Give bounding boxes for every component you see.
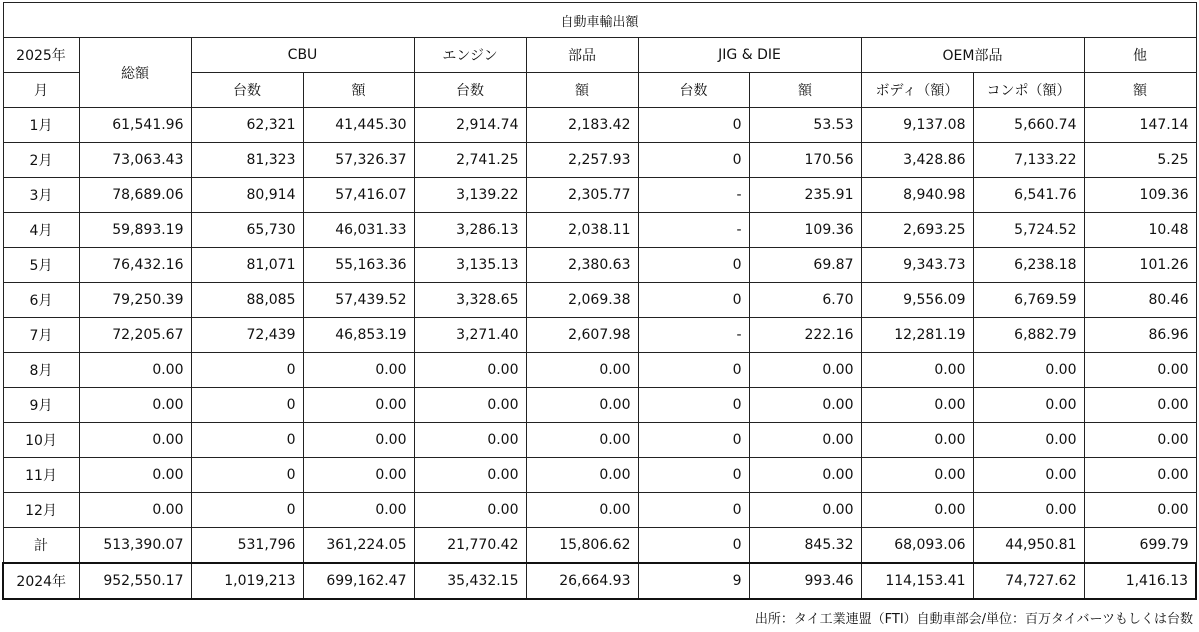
total-cell: 72,205.67 <box>79 318 191 353</box>
cbu-units-cell: 0 <box>191 458 303 493</box>
engine-units-cell: 3,139.22 <box>414 178 526 213</box>
auto-export-table <box>2 2 1197 600</box>
parts-header: 部品 <box>526 38 638 73</box>
cbu-amount-cell: 57,416.07 <box>303 178 414 213</box>
jig-units-cell: 0 <box>638 248 749 283</box>
engine-units-cell: 3,286.13 <box>414 213 526 248</box>
cbu-units-cell: 81,071 <box>191 248 303 283</box>
parts-amount-cell: 2,257.93 <box>526 143 638 178</box>
other-cell: 0.00 <box>1084 353 1196 388</box>
total-cell: 61,541.96 <box>79 108 191 143</box>
table-row <box>3 423 1196 458</box>
total-cell: 0.00 <box>79 493 191 528</box>
total-cell: 0.00 <box>79 353 191 388</box>
jig-amount-cell: 109.36 <box>749 213 861 248</box>
other-cell: 1,416.13 <box>1084 563 1196 599</box>
cbu-units-cell: 531,796 <box>191 528 303 564</box>
oem-body-cell: 0.00 <box>861 388 973 423</box>
other-cell: 10.48 <box>1084 213 1196 248</box>
parts-amount-cell: 2,183.42 <box>526 108 638 143</box>
engine-units-cell: 21,770.42 <box>414 528 526 564</box>
engine-header: エンジン <box>414 38 526 73</box>
total-cell: 0.00 <box>79 388 191 423</box>
month-cell: 2024年 <box>3 563 79 599</box>
table-row <box>3 388 1196 423</box>
oem-body-cell: 0.00 <box>861 458 973 493</box>
table-row <box>3 178 1196 213</box>
oem-body-cell: 3,428.86 <box>861 143 973 178</box>
month-cell: 4月 <box>3 213 79 248</box>
export-table-container <box>2 2 1195 600</box>
parts-amount-cell: 2,607.98 <box>526 318 638 353</box>
oem-body-cell: 9,556.09 <box>861 283 973 318</box>
engine-units-cell: 3,271.40 <box>414 318 526 353</box>
oem-body-cell: 0.00 <box>861 423 973 458</box>
parts-amount-header: 額 <box>526 73 638 108</box>
oem-body-header: ボディ（額） <box>861 73 973 108</box>
jig-amount-cell: 0.00 <box>749 423 861 458</box>
other-cell: 109.36 <box>1084 178 1196 213</box>
cbu-amount-header: 額 <box>303 73 414 108</box>
total-cell: 952,550.17 <box>79 563 191 599</box>
jig-amount-cell: 0.00 <box>749 388 861 423</box>
oem-body-cell: 12,281.19 <box>861 318 973 353</box>
oem-body-cell: 68,093.06 <box>861 528 973 564</box>
total-cell: 79,250.39 <box>79 283 191 318</box>
table-row <box>3 283 1196 318</box>
cbu-amount-cell: 55,163.36 <box>303 248 414 283</box>
year-header: 2025年 <box>3 38 79 73</box>
month-cell: 7月 <box>3 318 79 353</box>
engine-units-cell: 0.00 <box>414 353 526 388</box>
jig-units-cell: 0 <box>638 493 749 528</box>
jig-units-cell: 0 <box>638 108 749 143</box>
cbu-amount-cell: 46,031.33 <box>303 213 414 248</box>
parts-amount-cell: 2,038.11 <box>526 213 638 248</box>
source-note: 出所：タイ工業連盟（FTI）自動車部会/単位：百万タイバーツもしくは台数 <box>754 612 1193 627</box>
jig-amount-cell: 6.70 <box>749 283 861 318</box>
jig-units-cell: 9 <box>638 563 749 599</box>
parts-amount-cell: 0.00 <box>526 353 638 388</box>
month-cell: 3月 <box>3 178 79 213</box>
table-row <box>3 248 1196 283</box>
oem-compo-cell: 0.00 <box>973 458 1084 493</box>
prev-year-row <box>3 563 1196 599</box>
cbu-amount-cell: 699,162.47 <box>303 563 414 599</box>
other-cell: 0.00 <box>1084 388 1196 423</box>
cbu-units-cell: 0 <box>191 388 303 423</box>
engine-units-header: 台数 <box>414 73 526 108</box>
jig-amount-cell: 0.00 <box>749 458 861 493</box>
cbu-amount-cell: 41,445.30 <box>303 108 414 143</box>
jig-units-cell: 0 <box>638 143 749 178</box>
cbu-units-cell: 80,914 <box>191 178 303 213</box>
cbu-units-cell: 0 <box>191 493 303 528</box>
jig-units-cell: 0 <box>638 458 749 493</box>
jig-amount-cell: 845.32 <box>749 528 861 564</box>
month-cell: 8月 <box>3 353 79 388</box>
cbu-units-cell: 1,019,213 <box>191 563 303 599</box>
jig-amount-cell: 0.00 <box>749 353 861 388</box>
parts-amount-cell: 2,069.38 <box>526 283 638 318</box>
cbu-amount-cell: 57,326.37 <box>303 143 414 178</box>
parts-amount-cell: 0.00 <box>526 423 638 458</box>
month-cell: 6月 <box>3 283 79 318</box>
engine-units-cell: 0.00 <box>414 388 526 423</box>
jig-amount-cell: 170.56 <box>749 143 861 178</box>
jig-die-header: JIG & DIE <box>638 38 861 73</box>
table-row <box>3 213 1196 248</box>
month-cell: 計 <box>3 528 79 564</box>
jig-units-cell: - <box>638 178 749 213</box>
total-header: 総額 <box>79 38 191 108</box>
cbu-units-header: 台数 <box>191 73 303 108</box>
parts-amount-cell: 0.00 <box>526 388 638 423</box>
cbu-header: CBU <box>191 38 414 73</box>
cbu-amount-cell: 0.00 <box>303 423 414 458</box>
cbu-units-cell: 0 <box>191 353 303 388</box>
month-cell: 5月 <box>3 248 79 283</box>
month-cell: 9月 <box>3 388 79 423</box>
table-row <box>3 318 1196 353</box>
oem-compo-cell: 6,238.18 <box>973 248 1084 283</box>
month-cell: 1月 <box>3 108 79 143</box>
oem-body-cell: 0.00 <box>861 353 973 388</box>
jig-amount-cell: 53.53 <box>749 108 861 143</box>
oem-body-cell: 8,940.98 <box>861 178 973 213</box>
oem-body-cell: 0.00 <box>861 493 973 528</box>
other-cell: 0.00 <box>1084 458 1196 493</box>
jig-amount-cell: 222.16 <box>749 318 861 353</box>
total-cell: 73,063.43 <box>79 143 191 178</box>
month-header: 月 <box>3 73 79 108</box>
cbu-units-cell: 0 <box>191 423 303 458</box>
cbu-units-cell: 72,439 <box>191 318 303 353</box>
jig-units-cell: 0 <box>638 423 749 458</box>
cbu-units-cell: 65,730 <box>191 213 303 248</box>
parts-amount-cell: 26,664.93 <box>526 563 638 599</box>
month-cell: 2月 <box>3 143 79 178</box>
oem-compo-cell: 5,660.74 <box>973 108 1084 143</box>
oem-body-cell: 9,137.08 <box>861 108 973 143</box>
total-cell: 76,432.16 <box>79 248 191 283</box>
jig-amount-cell: 69.87 <box>749 248 861 283</box>
jig-units-cell: 0 <box>638 353 749 388</box>
oem-compo-cell: 7,133.22 <box>973 143 1084 178</box>
total-cell: 59,893.19 <box>79 213 191 248</box>
cbu-units-cell: 62,321 <box>191 108 303 143</box>
oem-body-cell: 9,343.73 <box>861 248 973 283</box>
oem-compo-cell: 0.00 <box>973 493 1084 528</box>
month-cell: 10月 <box>3 423 79 458</box>
month-cell: 11月 <box>3 458 79 493</box>
other-amount-header: 額 <box>1084 73 1196 108</box>
jig-amount-header: 額 <box>749 73 861 108</box>
parts-amount-cell: 2,380.63 <box>526 248 638 283</box>
cbu-amount-cell: 57,439.52 <box>303 283 414 318</box>
total-cell: 0.00 <box>79 423 191 458</box>
other-cell: 147.14 <box>1084 108 1196 143</box>
month-cell: 12月 <box>3 493 79 528</box>
engine-units-cell: 3,135.13 <box>414 248 526 283</box>
table-row <box>3 108 1196 143</box>
cbu-units-cell: 88,085 <box>191 283 303 318</box>
other-header: 他 <box>1084 38 1196 73</box>
oem-body-cell: 114,153.41 <box>861 563 973 599</box>
other-cell: 86.96 <box>1084 318 1196 353</box>
other-cell: 101.26 <box>1084 248 1196 283</box>
cbu-units-cell: 81,323 <box>191 143 303 178</box>
oem-parts-header: OEM部品 <box>861 38 1084 73</box>
table-row <box>3 353 1196 388</box>
engine-units-cell: 35,432.15 <box>414 563 526 599</box>
other-cell: 0.00 <box>1084 423 1196 458</box>
table-row <box>3 493 1196 528</box>
table-title: 自動車輸出額 <box>3 3 1196 38</box>
total-cell: 513,390.07 <box>79 528 191 564</box>
other-cell: 5.25 <box>1084 143 1196 178</box>
parts-amount-cell: 2,305.77 <box>526 178 638 213</box>
engine-units-cell: 2,914.74 <box>414 108 526 143</box>
oem-compo-cell: 5,724.52 <box>973 213 1084 248</box>
table-row <box>3 458 1196 493</box>
other-cell: 699.79 <box>1084 528 1196 564</box>
oem-compo-cell: 6,882.79 <box>973 318 1084 353</box>
jig-units-cell: 0 <box>638 528 749 564</box>
parts-amount-cell: 0.00 <box>526 493 638 528</box>
cbu-amount-cell: 0.00 <box>303 353 414 388</box>
cbu-amount-cell: 0.00 <box>303 388 414 423</box>
parts-amount-cell: 0.00 <box>526 458 638 493</box>
oem-compo-cell: 44,950.81 <box>973 528 1084 564</box>
engine-units-cell: 2,741.25 <box>414 143 526 178</box>
table-row <box>3 143 1196 178</box>
jig-units-cell: 0 <box>638 388 749 423</box>
oem-compo-cell: 74,727.62 <box>973 563 1084 599</box>
engine-units-cell: 0.00 <box>414 458 526 493</box>
oem-compo-cell: 6,541.76 <box>973 178 1084 213</box>
jig-units-cell: - <box>638 213 749 248</box>
oem-compo-cell: 6,769.59 <box>973 283 1084 318</box>
oem-body-cell: 2,693.25 <box>861 213 973 248</box>
engine-units-cell: 0.00 <box>414 423 526 458</box>
jig-units-cell: 0 <box>638 283 749 318</box>
jig-amount-cell: 993.46 <box>749 563 861 599</box>
jig-units-cell: - <box>638 318 749 353</box>
other-cell: 80.46 <box>1084 283 1196 318</box>
cbu-amount-cell: 46,853.19 <box>303 318 414 353</box>
jig-units-header: 台数 <box>638 73 749 108</box>
other-cell: 0.00 <box>1084 493 1196 528</box>
engine-units-cell: 0.00 <box>414 493 526 528</box>
total-cell: 0.00 <box>79 458 191 493</box>
parts-amount-cell: 15,806.62 <box>526 528 638 564</box>
cbu-amount-cell: 0.00 <box>303 458 414 493</box>
jig-amount-cell: 235.91 <box>749 178 861 213</box>
total-row <box>3 528 1196 564</box>
engine-units-cell: 3,328.65 <box>414 283 526 318</box>
cbu-amount-cell: 0.00 <box>303 493 414 528</box>
oem-compo-cell: 0.00 <box>973 423 1084 458</box>
cbu-amount-cell: 361,224.05 <box>303 528 414 564</box>
oem-compo-header: コンポ（額） <box>973 73 1084 108</box>
oem-compo-cell: 0.00 <box>973 353 1084 388</box>
total-cell: 78,689.06 <box>79 178 191 213</box>
jig-amount-cell: 0.00 <box>749 493 861 528</box>
oem-compo-cell: 0.00 <box>973 388 1084 423</box>
